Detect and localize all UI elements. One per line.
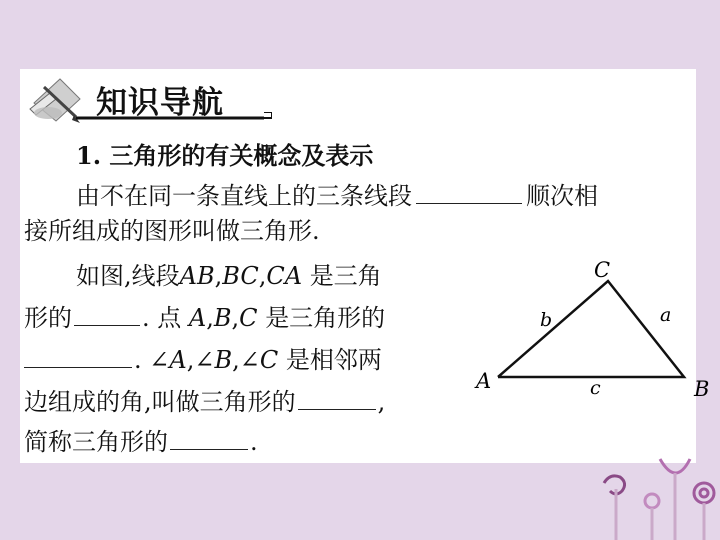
para1-text-a: 由不在同一条直线上的三条线段: [76, 182, 412, 210]
blank-angles: [170, 427, 248, 450]
para2-l5-pre: 简称三角形的: [24, 428, 168, 456]
side-a-label: a: [660, 304, 672, 326]
blank-interior-angles: [298, 387, 376, 410]
sep-4: ,: [231, 304, 240, 332]
triangle-outline: [498, 281, 684, 377]
sep-6: ,: [232, 346, 240, 374]
para2-l1-post: 是三角: [309, 262, 382, 290]
content-card: [20, 69, 710, 463]
para1-text-b: 顺次相: [526, 182, 598, 210]
segment-ab: AB: [179, 262, 215, 290]
sep-2: ,: [258, 262, 267, 290]
floral-decoration: [596, 455, 720, 540]
paragraph2-line3: [24, 345, 382, 375]
paragraph1-line2: 接所组成的图形叫做三角形.: [24, 217, 320, 245]
vertex-c-label: C: [594, 258, 611, 282]
para2-l4-post: ,: [377, 388, 386, 416]
paragraph2-line5: [24, 427, 258, 457]
para2-l2-post: 是三角形的: [265, 304, 386, 332]
angle-symbol-b: ∠: [194, 346, 215, 374]
segment-ca: CA: [266, 262, 303, 290]
angle-c-vertex: C: [259, 346, 279, 374]
para2-l4-pre: 边组成的角,叫做三角形的: [24, 388, 296, 416]
point-a: A: [188, 304, 207, 332]
paragraph2-line1: [76, 261, 382, 291]
para2-l2-mid: . 点: [142, 304, 182, 332]
side-c-label: c: [590, 377, 601, 399]
blank-segments: [416, 181, 522, 204]
vertex-a-label: A: [476, 369, 492, 393]
sep-3: ,: [206, 304, 214, 332]
side-b-label: b: [540, 309, 553, 331]
triangle-figure: [470, 254, 710, 404]
sep-5: ,: [186, 346, 195, 374]
point-b: B: [213, 304, 232, 332]
sep-1: ,: [214, 262, 223, 290]
section-heading: 1. 三角形的有关概念及表示: [76, 141, 374, 170]
para2-l3-post: 是相邻两: [285, 346, 382, 374]
segment-bc: BC: [222, 262, 259, 290]
para2-l1-pre: 如图,线段: [76, 262, 180, 290]
blank-vertices: [24, 345, 132, 368]
paragraph2-line4: [24, 387, 385, 417]
para2-l5-post: .: [250, 428, 258, 456]
para2-l2-pre: 形的: [24, 304, 72, 332]
angle-b-vertex: B: [214, 346, 233, 374]
blank-sides: [74, 303, 140, 326]
section-nav-title: 知识导航: [96, 85, 224, 121]
angle-symbol-c: ∠: [239, 346, 260, 374]
para2-l3-mid: . ∠: [134, 346, 170, 374]
angle-a-vertex: A: [169, 346, 187, 374]
paragraph1-line1: [76, 181, 598, 211]
vertex-b-label: B: [694, 377, 710, 401]
title-underline: [76, 112, 272, 122]
point-c: C: [239, 304, 258, 332]
paragraph2-line2: [24, 303, 385, 333]
